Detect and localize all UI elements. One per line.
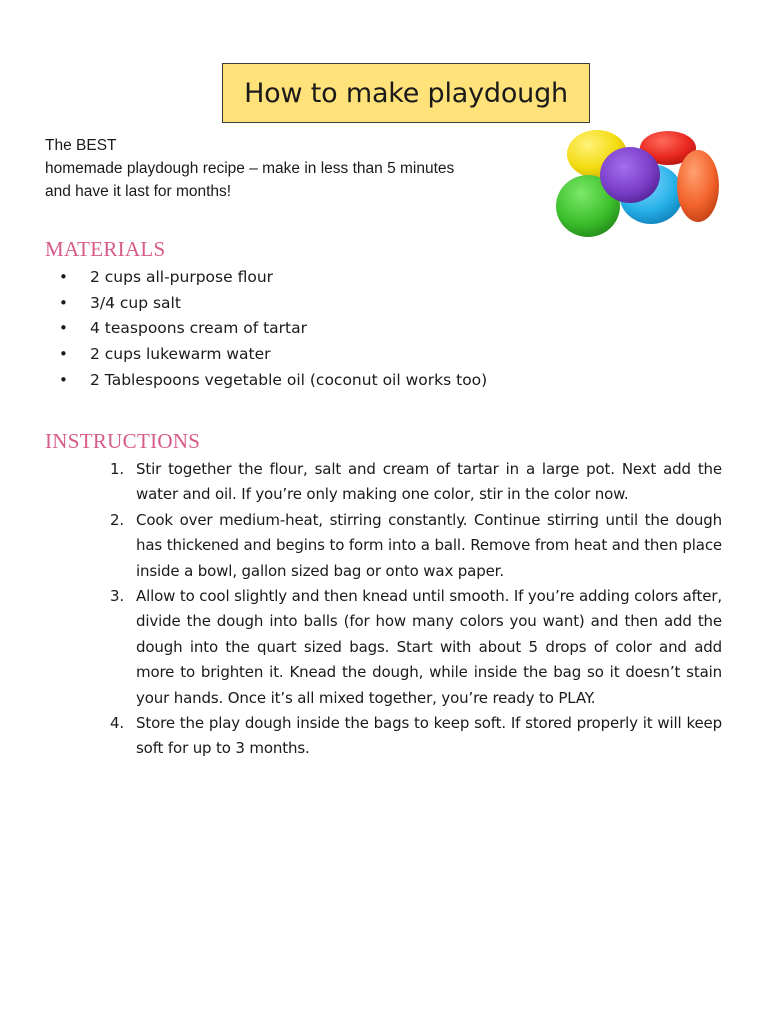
step-number: 4. xyxy=(110,714,125,733)
instruction-step xyxy=(110,584,722,711)
instruction-step xyxy=(110,508,722,584)
step-number: 2. xyxy=(110,510,125,529)
intro-line-1: The BEST xyxy=(45,137,117,154)
material-text: 4 teaspoons cream of tartar xyxy=(90,319,307,338)
instructions-list xyxy=(110,457,722,762)
purple-dough-ball xyxy=(600,147,660,203)
intro-text xyxy=(45,134,525,203)
step-text: Allow to cool slightly and then knead until smooth. If you’re adding colors after, divide the dough into balls (for how many colors you want) and then add the dough into the quart sized bags. Start with about 5 drops of color and add more to brighten it. Knead the dough, while inside the bag so it doesn’t stain your hands. Once it’s all mixed together, you’re ready to PLAY. xyxy=(136,587,722,707)
instructions-heading: INSTRUCTIONS xyxy=(45,429,201,453)
instruction-step xyxy=(110,457,722,508)
material-text: 2 cups lukewarm water xyxy=(90,345,271,364)
instruction-step xyxy=(110,711,722,762)
title-box xyxy=(222,63,590,123)
step-text: Store the play dough inside the bags to keep soft. If stored properly it will keep soft for up to 3 months. xyxy=(136,714,722,758)
material-text: 2 cups all-purpose flour xyxy=(90,268,274,286)
material-text: 2 Tablespoons vegetable oil (coconut oil works too) xyxy=(90,370,488,389)
bullet-icon: • xyxy=(59,268,68,286)
materials-heading: MATERIALS xyxy=(45,237,166,261)
bullet-icon: • xyxy=(59,293,68,312)
intro-line-3: and have it last for months! xyxy=(45,183,232,200)
step-number: 3. xyxy=(110,587,125,606)
orange-dough-ball xyxy=(677,150,719,222)
page-title: How to make playdough xyxy=(244,77,568,109)
bullet-icon: • xyxy=(59,370,68,389)
step-number: 1. xyxy=(110,460,125,478)
material-text: 3/4 cup salt xyxy=(90,293,181,312)
bullet-icon: • xyxy=(59,345,68,364)
playdough-balls-photo xyxy=(553,124,721,242)
step-text: Cook over medium-heat, stirring constantly. Continue stirring until the dough has thickened and begins to form into a ball. Remove from heat and then place inside a bowl, gallon sized bag or onto wax paper. xyxy=(136,510,722,580)
bullet-icon: • xyxy=(59,319,68,338)
intro-line-2: homemade playdough recipe – make in less than 5 minutes xyxy=(45,160,455,177)
step-text: Stir together the flour, salt and cream of tartar in a large pot. Next add the water and oil. If you’re only making one color, stir in the color now. xyxy=(136,460,722,504)
